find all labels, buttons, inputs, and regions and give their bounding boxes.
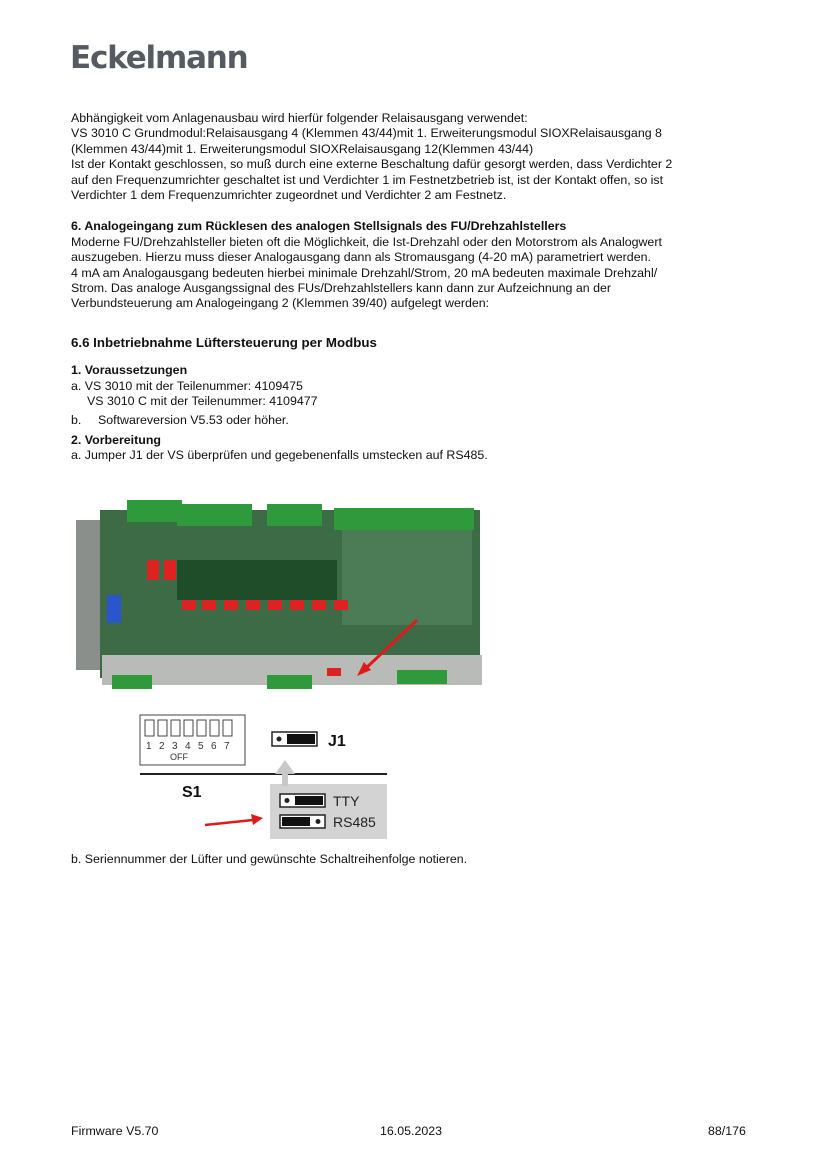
dip-number: 4 bbox=[185, 741, 191, 752]
prerequisite-a: a. VS 3010 mit der Teilenummer: 4109475 bbox=[71, 378, 303, 393]
section-6-heading: 6. Analogeingang zum Rücklesen des analogen Stellsignals des FU/Drehzahlstellers bbox=[71, 219, 567, 234]
dip-number: 3 bbox=[172, 741, 178, 752]
intro-line: (Klemmen 43/44)mit 1. Erweiterungsmodul SIOXRelaisausgang 12(Klemmen 43/44) bbox=[71, 141, 534, 156]
intro-line: auf den Frequenzumrichter geschaltet ist und Verdichter 1 im Festnetzbetrieb ist, ist der Kontakt offen, so ist bbox=[71, 172, 664, 187]
dip-number: 2 bbox=[159, 741, 165, 752]
rs485-label: RS485 bbox=[333, 814, 376, 830]
dip-number: 7 bbox=[224, 741, 230, 752]
prerequisite-b: b. Softwareversion V5.53 oder höher. bbox=[71, 412, 289, 427]
footer-firmware: Firmware V5.70 bbox=[71, 1124, 159, 1138]
intro-line: Abhängigkeit vom Anlagenausbau wird hierfür folgender Relaisausgang verwendet: bbox=[71, 111, 528, 125]
section-6-line: Strom. Das analoge Ausgangssignal des FUs/Drehzahlstellers kann dann zur Aufzeichnung an der bbox=[71, 281, 611, 296]
intro-line: VS 3010 C Grundmodul:Relaisausgang 4 (Klemmen 43/44)mit 1. Erweiterungsmodul SIOXRelaisausgang 8 bbox=[71, 126, 662, 141]
tty-label: TTY bbox=[333, 793, 360, 809]
section-6-line: 4 mA am Analogausgang bedeuten hierbei minimale Drehzahl/Strom, 20 mA bedeuten maximale Drehzahl/ bbox=[71, 265, 658, 280]
s1-label: S1 bbox=[182, 784, 202, 801]
jumper-diagram bbox=[135, 712, 395, 842]
preparation-b: b. Seriennummer der Lüfter und gewünschte Schaltreihenfolge notieren. bbox=[71, 852, 468, 866]
eckelmann-logo: Eckelmann bbox=[70, 40, 248, 76]
dip-number: 6 bbox=[211, 741, 217, 752]
footer-page-number: 88/176 bbox=[708, 1124, 746, 1138]
page-content bbox=[71, 111, 761, 464]
intro-line: Verdichter 1 dem Frequenzumrichter zugeordnet und Verdichter 2 am Festnetz. bbox=[71, 188, 507, 203]
footer-date: 16.05.2023 bbox=[380, 1124, 443, 1138]
dip-number: 1 bbox=[146, 741, 152, 752]
section-6-line: Moderne FU/Drehzahlsteller bieten oft die Möglichkeit, die Ist-Drehzahl oder den Motorstrom als Analogwert bbox=[71, 234, 662, 249]
preparation-a: a. Jumper J1 der VS überprüfen und gegebenenfalls umstecken auf RS485. bbox=[71, 448, 488, 463]
controller-board-photo bbox=[72, 500, 488, 692]
intro-line: Ist der Kontakt geschlossen, so muß durch eine externe Beschaltung dafür gesorgt werden, dass Verdichter 2 bbox=[71, 157, 673, 172]
section-6-6-heading: 6.6 Inbetriebnahme Lüftersteuerung per Modbus bbox=[71, 334, 377, 350]
section-6-line: auszugeben. Hierzu muss dieser Analogausgang dann als Stromausgang (4-20 mA) parametriert werden. bbox=[71, 250, 651, 265]
prerequisites-heading: 1. Voraussetzungen bbox=[71, 363, 188, 378]
dip-number: 5 bbox=[198, 741, 204, 752]
j1-label: J1 bbox=[328, 733, 346, 750]
prerequisite-a-cont: VS 3010 C mit der Teilenummer: 4109477 bbox=[87, 394, 318, 409]
dip-off-label: OFF bbox=[170, 752, 188, 762]
section-6-line: Verbundsteuerung am Analogeingang 2 (Klemmen 39/40) aufgelegt werden: bbox=[71, 296, 490, 311]
preparation-heading: 2. Vorbereitung bbox=[71, 432, 161, 447]
